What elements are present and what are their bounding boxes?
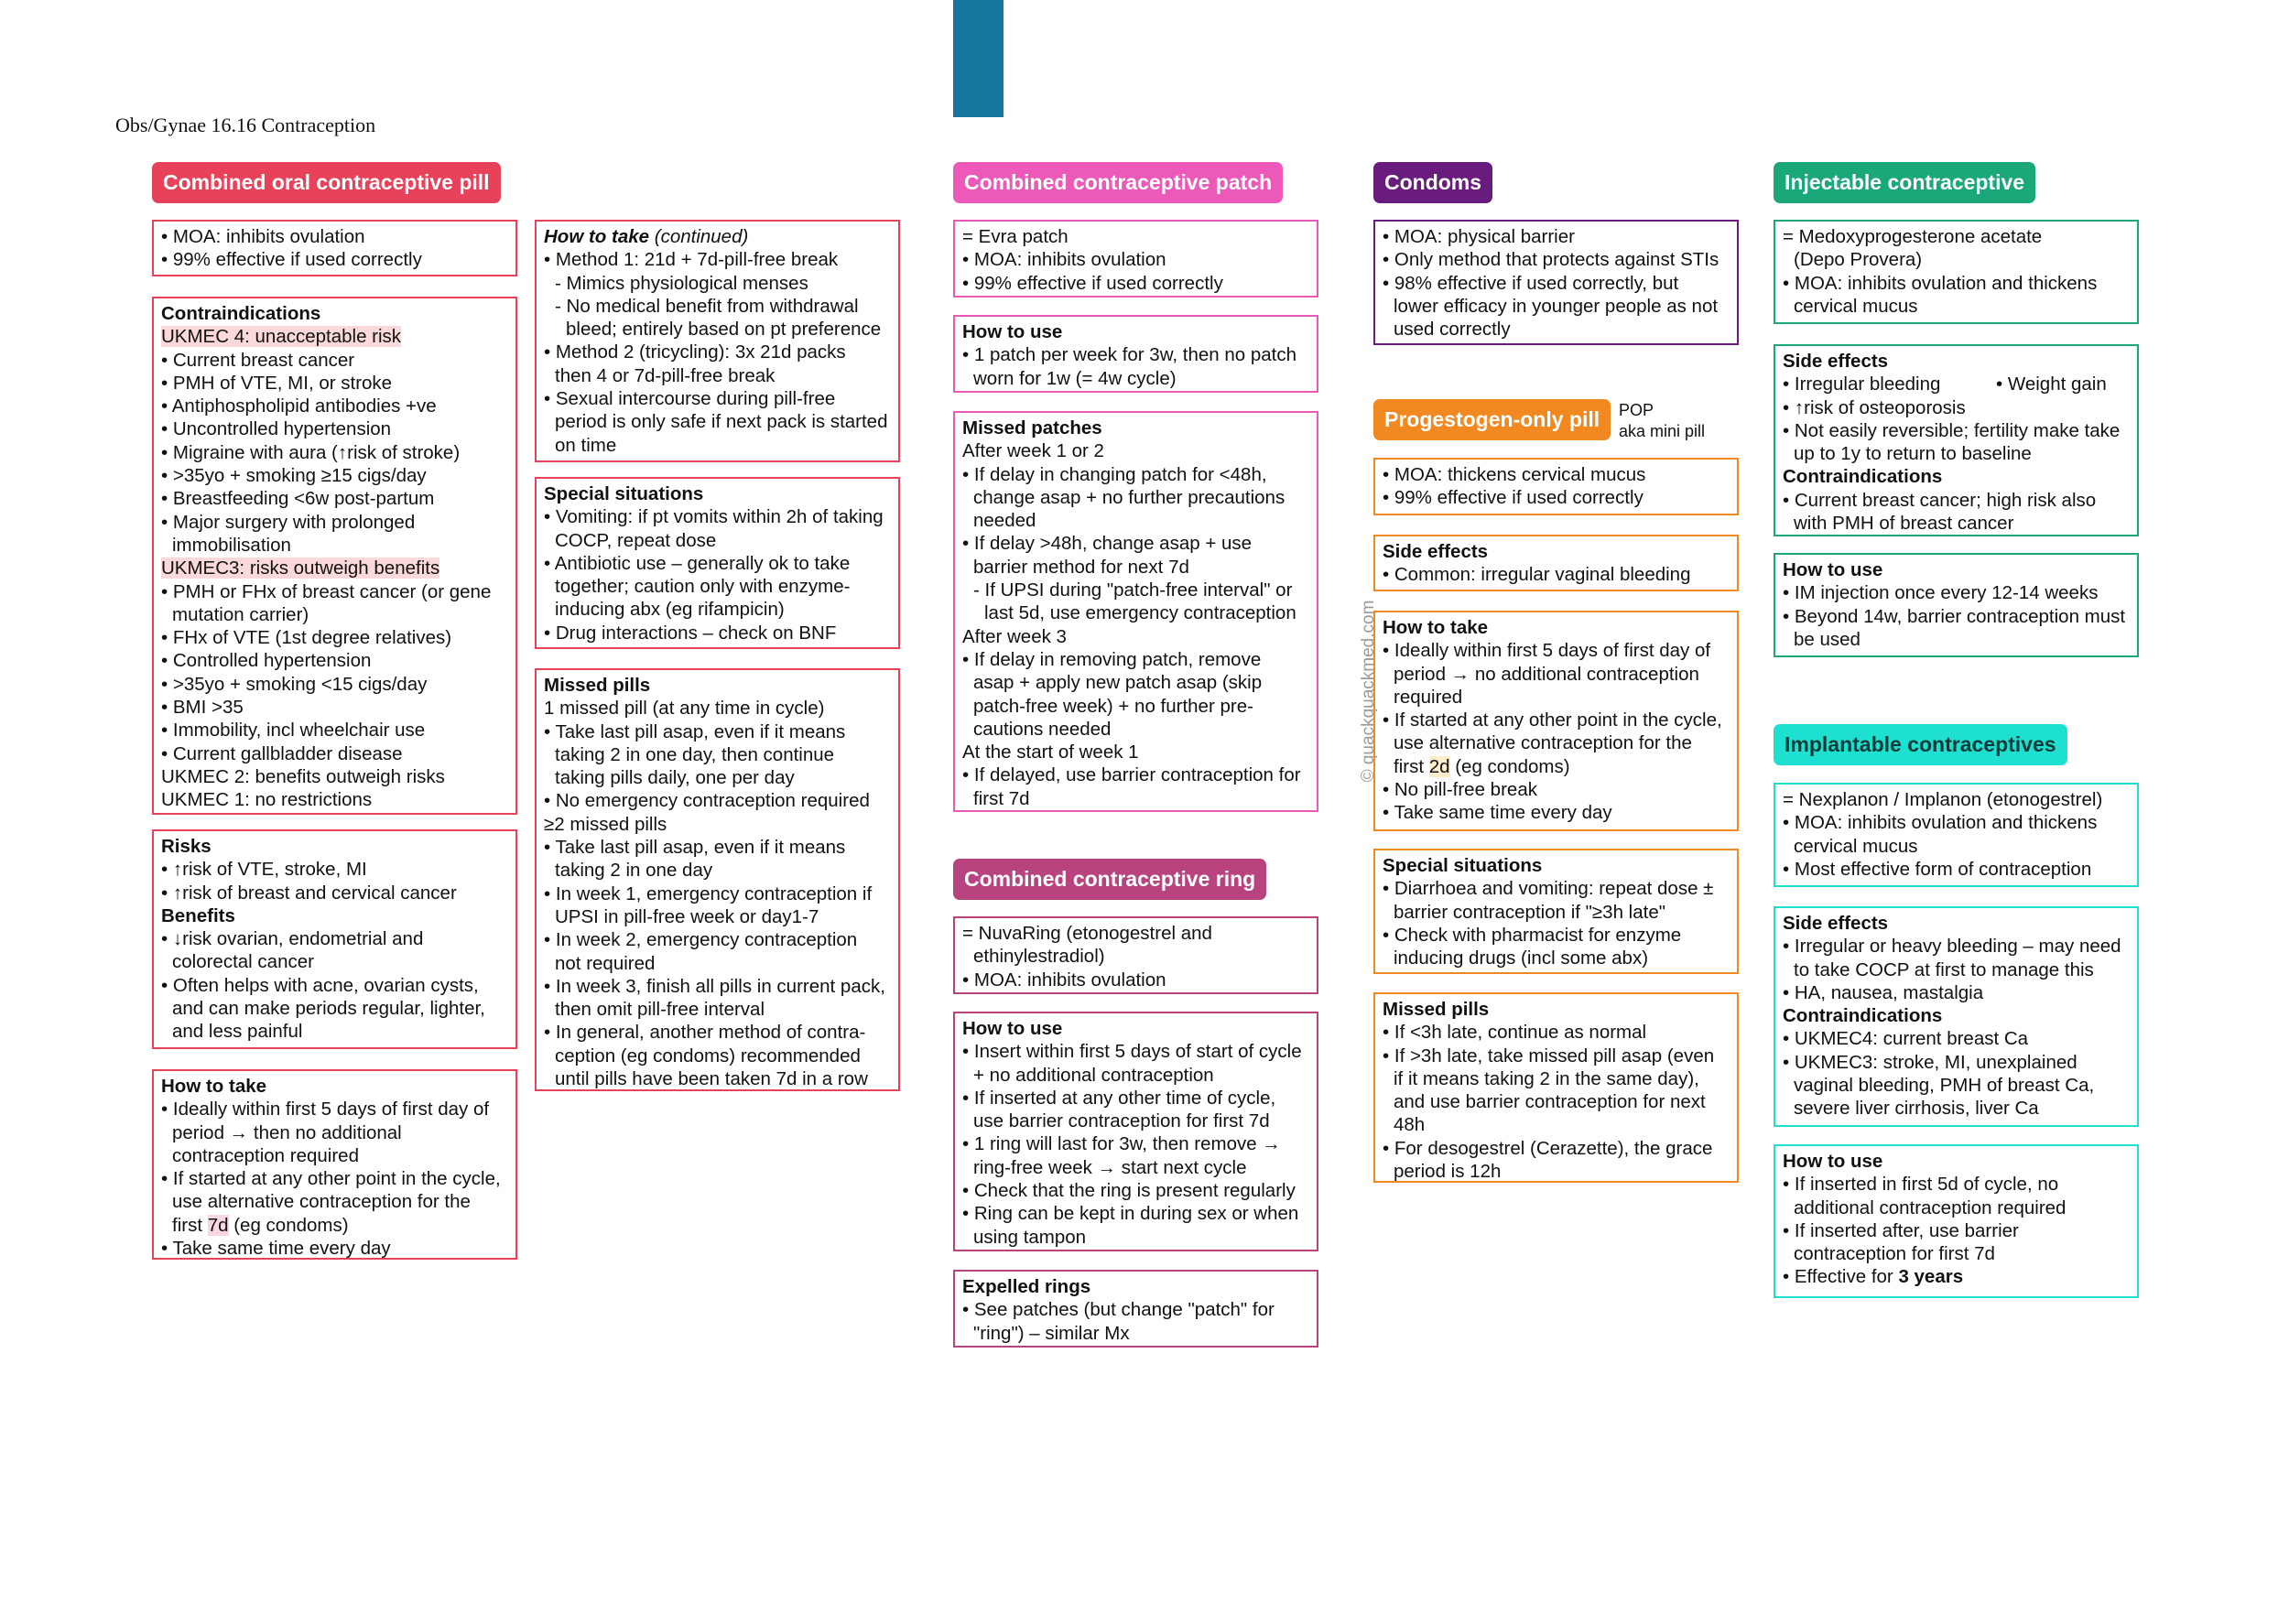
implant-ci-heading: Contraindications bbox=[1783, 1005, 1943, 1027]
condoms-line: • 98% effective if used correctly, but bbox=[1383, 272, 1679, 294]
pop-howto-line: • If started at any other point in the cycle, bbox=[1383, 709, 1722, 731]
injectable-how-to-use-card bbox=[1774, 553, 2139, 657]
injectable-howto-line: • Beyond 14w, barrier contraception must bbox=[1783, 605, 2126, 627]
howto2-line: bleed; entirely based on pt preference bbox=[566, 319, 882, 341]
coc-special-situations-card bbox=[535, 477, 900, 649]
pop-missed-line: and use barrier contraception for next bbox=[1394, 1091, 1706, 1113]
howto2-line: • Method 2 (tricycling): 3x 21d packs bbox=[544, 341, 846, 363]
howto-line: period → then no additional bbox=[172, 1121, 402, 1143]
pop-howto-line: • Ideally within first 5 days of first day of bbox=[1383, 640, 1711, 662]
ci-line: • >35yo + smoking <15 cigs/day bbox=[161, 673, 428, 695]
benefits-heading: Benefits bbox=[161, 904, 235, 926]
missed-line: not required bbox=[555, 952, 656, 974]
howto-line: • Take same time every day bbox=[161, 1238, 391, 1260]
patch-missed-line: cautions needed bbox=[973, 718, 1112, 740]
ci-line: • PMH of VTE, MI, or stroke bbox=[161, 372, 393, 394]
coc-heading: Combined oral contraceptive pill bbox=[152, 162, 501, 203]
patch-missed-line: barrier method for next 7d bbox=[973, 556, 1189, 578]
special-line: COCP, repeat dose bbox=[555, 529, 717, 551]
coc-missed-pills-card bbox=[535, 668, 900, 1091]
benefit-line: • ↓risk ovarian, endometrial and bbox=[161, 928, 424, 950]
patch-info-line: = Evra patch bbox=[962, 226, 1069, 247]
coc-how-to-take-continued-card bbox=[535, 220, 900, 462]
pop-special-heading: Special situations bbox=[1383, 855, 1543, 876]
missed-line: • In week 3, finish all pills in current pack, bbox=[544, 975, 885, 997]
pop-aka: aka mini pill bbox=[1619, 422, 1706, 440]
howto2-line: then 4 or 7d-pill-free break bbox=[555, 364, 776, 386]
ring-expelled-card bbox=[953, 1270, 1318, 1348]
special-line: • Vomiting: if pt vomits within 2h of taking bbox=[544, 506, 884, 528]
ci-line: mutation carrier) bbox=[172, 603, 309, 625]
implant-info-card bbox=[1774, 783, 2139, 887]
coc-moa-card bbox=[152, 220, 517, 276]
patch-missed-line: needed bbox=[973, 510, 1036, 532]
ci-line: • PMH or FHx of breast cancer (or gene bbox=[161, 580, 492, 602]
implant-info-line: • Most effective form of contraception bbox=[1783, 858, 2092, 880]
ci-line: immobilisation bbox=[172, 534, 291, 556]
benefit-line: colorectal cancer bbox=[172, 951, 314, 973]
coc-risks-benefits-card bbox=[152, 829, 517, 1049]
injectable-ci-line: • Current breast cancer; high risk also bbox=[1783, 489, 2097, 511]
missed-line: 1 missed pill (at any time in cycle) bbox=[544, 698, 825, 720]
pop-info-line: • 99% effective if used correctly bbox=[1383, 487, 1644, 509]
ci-line: • Breastfeeding <6w post-partum bbox=[161, 488, 435, 510]
ring-info-line: • MOA: inhibits ovulation bbox=[962, 969, 1166, 991]
pop-missed-pills-card bbox=[1373, 992, 1739, 1183]
ci-line: • Immobility, incl wheelchair use bbox=[161, 720, 426, 742]
injectable-howto-heading: How to use bbox=[1783, 559, 1883, 580]
ring-howto-line: using tampon bbox=[973, 1226, 1087, 1248]
highlight-days: 7d bbox=[207, 1214, 229, 1236]
ci-line: • >35yo + smoking ≥15 cigs/day bbox=[161, 465, 427, 487]
howto-line: contraception required bbox=[172, 1144, 359, 1166]
ci-line: • Uncontrolled hypertension bbox=[161, 418, 392, 440]
special-line: together; caution only with enzyme- bbox=[555, 576, 851, 598]
coc-efficacy-line: • 99% effective if used correctly bbox=[161, 249, 422, 271]
implant-side-line: • HA, nausea, mastalgia bbox=[1783, 981, 1984, 1003]
risk-line: • ↑risk of VTE, stroke, MI bbox=[161, 859, 367, 881]
missed-line: • Take last pill asap, even if it means bbox=[544, 720, 846, 742]
implant-howto-line: contraception for first 7d bbox=[1794, 1243, 1995, 1265]
howto-line: • If started at any other point in the cycle, bbox=[161, 1168, 501, 1190]
injectable-heading: Injectable contraceptive bbox=[1774, 162, 2035, 203]
patch-missed-line: After week 1 or 2 bbox=[962, 440, 1104, 462]
patch-info-card bbox=[953, 220, 1318, 298]
implant-side-effects-card bbox=[1774, 906, 2139, 1127]
pop-missed-line: if it means taking 2 in the same day), bbox=[1394, 1067, 1699, 1089]
howto2-line: • Sexual intercourse during pill-free bbox=[544, 388, 836, 410]
missed-line: taking 2 in one day bbox=[555, 860, 713, 882]
implant-info-line: = Nexplanon / Implanon (etonogestrel) bbox=[1783, 789, 2103, 810]
missed-line: UPSI in pill-free week or day1-7 bbox=[555, 905, 819, 927]
injectable-info-line: (Depo Provera) bbox=[1794, 249, 1923, 271]
section-tab-marker bbox=[953, 0, 1003, 117]
pop-how-to-take-card bbox=[1373, 611, 1739, 831]
implant-duration: 3 years bbox=[1898, 1266, 1964, 1288]
pop-howto-text: (eg condoms) bbox=[1449, 755, 1570, 777]
patch-missed-card bbox=[953, 411, 1318, 812]
ring-howto-line: • If inserted at any other time of cycle, bbox=[962, 1087, 1276, 1109]
implant-heading: Implantable contraceptives bbox=[1774, 724, 2067, 765]
pop-special-situations-card bbox=[1373, 849, 1739, 974]
ci-line: • Current gallbladder disease bbox=[161, 742, 403, 764]
injectable-side-heading: Side effects bbox=[1783, 351, 1889, 372]
pop-info-line: • MOA: thickens cervical mucus bbox=[1383, 464, 1646, 485]
missed-line: • Take last pill asap, even if it means bbox=[544, 837, 846, 859]
missed-line: • In week 1, emergency contraception if bbox=[544, 882, 873, 904]
implant-info-line: • MOA: inhibits ovulation and thickens bbox=[1783, 812, 2098, 834]
ring-info-card bbox=[953, 916, 1318, 994]
pop-howto-line: period → no additional contraception bbox=[1394, 663, 1699, 685]
ring-howto-line: use barrier contraception for first 7d bbox=[973, 1110, 1270, 1132]
patch-missed-line: change asap + no further precautions bbox=[973, 486, 1286, 508]
missed-line: then omit pill-free interval bbox=[555, 999, 765, 1021]
pop-special-line: barrier contraception if "≥3h late" bbox=[1394, 901, 1666, 923]
implant-howto-line: • If inserted after, use barrier bbox=[1783, 1219, 2019, 1241]
injectable-side-line: • Irregular bleeding bbox=[1783, 374, 1941, 395]
coc-how-to-take-card bbox=[152, 1069, 517, 1260]
expelled-line: • See patches (but change "patch" for bbox=[962, 1299, 1275, 1321]
condoms-heading: Condoms bbox=[1373, 162, 1492, 203]
injectable-howto-line: • IM injection once every 12-14 weeks bbox=[1783, 582, 2099, 604]
missed-line: • In week 2, emergency contraception bbox=[544, 929, 858, 951]
ci-line: • FHx of VTE (1st degree relatives) bbox=[161, 627, 452, 649]
condoms-line: • Only method that protects against STIs bbox=[1383, 249, 1719, 271]
injectable-info-line: = Medoxyprogesterone acetate bbox=[1783, 226, 2043, 247]
missed-line: ≥2 missed pills bbox=[544, 813, 667, 835]
patch-howto-line: worn for 1w (= 4w cycle) bbox=[973, 367, 1177, 389]
pop-howto-text: first bbox=[1394, 755, 1429, 777]
condoms-line: lower efficacy in younger people as not bbox=[1394, 295, 1719, 317]
howto-text: first bbox=[172, 1214, 208, 1236]
implant-howto-text: • Effective for bbox=[1783, 1266, 1899, 1288]
special-line: inducing abx (eg rifampicin) bbox=[555, 599, 785, 621]
ring-howto-line: • Insert within first 5 days of start of cycle bbox=[962, 1041, 1302, 1063]
howto2-line: - Mimics physiological menses bbox=[555, 272, 808, 294]
injectable-info-line: cervical mucus bbox=[1794, 295, 1918, 317]
missed-line: • No emergency contraception required bbox=[544, 790, 870, 812]
missed-pills-heading: Missed pills bbox=[544, 675, 651, 696]
patch-missed-line: • If delayed, use barrier contraception for bbox=[962, 764, 1301, 786]
patch-how-to-use-card bbox=[953, 315, 1318, 393]
missed-line: taking 2 in one day, then continue bbox=[555, 743, 835, 765]
condoms-info-card bbox=[1373, 220, 1739, 345]
special-line: • Antibiotic use – generally ok to take bbox=[544, 552, 851, 574]
watermark: © quackquackmed.com bbox=[1359, 600, 1378, 783]
patch-missed-line: • If delay in removing patch, remove bbox=[962, 648, 1262, 670]
patch-missed-line: last 5d, use emergency contraception bbox=[984, 602, 1296, 624]
ukmec1-label: UKMEC 1: no restrictions bbox=[161, 789, 373, 811]
benefit-line: and can make periods regular, lighter, bbox=[172, 998, 485, 1020]
page-title: Obs/Gynae 16.16 Contraception bbox=[115, 114, 376, 136]
injectable-side-line: • Not easily reversible; fertility make take bbox=[1783, 419, 2121, 441]
risk-line: • ↑risk of breast and cervical cancer bbox=[161, 882, 457, 904]
missed-line: • In general, another method of contra- bbox=[544, 1022, 866, 1044]
injectable-howto-line: be used bbox=[1794, 628, 1860, 650]
ring-howto-line: ring-free week → start next cycle bbox=[973, 1156, 1247, 1178]
implant-ci-line: vaginal bleeding, PMH of breast Ca, bbox=[1794, 1075, 2095, 1097]
pop-howto-line: • Take same time every day bbox=[1383, 802, 1612, 824]
patch-missed-line: • If delay >48h, change asap + use bbox=[962, 533, 1253, 555]
expelled-line: "ring") – similar Mx bbox=[973, 1322, 1130, 1344]
pop-howto-heading: How to take bbox=[1383, 617, 1489, 638]
injectable-side-line: up to 1y to return to baseline bbox=[1794, 443, 2032, 465]
injectable-side-line: • Weight gain bbox=[1996, 374, 2107, 395]
pop-howto-line: • No pill-free break bbox=[1383, 779, 1537, 801]
risks-heading: Risks bbox=[161, 836, 212, 857]
pop-missed-line: • If >3h late, take missed pill asap (even bbox=[1383, 1045, 1715, 1066]
implant-side-heading: Side effects bbox=[1783, 913, 1889, 934]
injectable-ci-heading: Contraindications bbox=[1783, 466, 1943, 488]
howto2-line: period is only safe if next pack is started bbox=[555, 411, 888, 433]
pop-abbreviation: POP bbox=[1619, 401, 1654, 419]
ring-howto-line: + no additional contraception bbox=[973, 1064, 1214, 1086]
injectable-info-card bbox=[1774, 220, 2139, 324]
patch-info-line: • MOA: inhibits ovulation bbox=[962, 249, 1166, 271]
patch-missed-line: patch-free week) + no further pre- bbox=[973, 695, 1253, 717]
howto2-heading-suffix: (continued) bbox=[649, 226, 749, 247]
implant-ci-line: severe liver cirrhosis, liver Ca bbox=[1794, 1098, 2039, 1120]
pop-special-line: • Check with pharmacist for enzyme bbox=[1383, 924, 1682, 946]
ring-howto-heading: How to use bbox=[962, 1018, 1063, 1039]
patch-howto-line: • 1 patch per week for 3w, then no patch bbox=[962, 344, 1297, 366]
pop-side-heading: Side effects bbox=[1383, 541, 1489, 562]
ci-line: • Migraine with aura (↑risk of stroke) bbox=[161, 441, 461, 463]
ring-howto-line: • Check that the ring is present regularly bbox=[962, 1180, 1296, 1202]
ci-line: • Antiphospholipid antibodies +ve bbox=[161, 395, 437, 417]
howto2-heading: How to take bbox=[544, 226, 650, 247]
pop-howto-line: required bbox=[1394, 686, 1463, 708]
howto-line: • Ideally within first 5 days of first day of bbox=[161, 1099, 490, 1121]
injectable-side-line: • ↑risk of osteoporosis bbox=[1783, 396, 1966, 418]
implant-ci-line: • UKMEC3: stroke, MI, unexplained bbox=[1783, 1051, 2077, 1073]
ci-line: • Major surgery with prolonged bbox=[161, 511, 416, 533]
benefit-line: • Often helps with acne, ovarian cysts, bbox=[161, 974, 479, 996]
pop-info-card bbox=[1373, 458, 1739, 515]
ukmec3-label: UKMEC3: risks outweigh benefits bbox=[161, 558, 440, 579]
patch-heading: Combined contraceptive patch bbox=[953, 162, 1283, 203]
howto2-line: on time bbox=[555, 434, 617, 456]
special-line: • Drug interactions – check on BNF bbox=[544, 622, 837, 644]
coc-moa-line: • MOA: inhibits ovulation bbox=[161, 226, 365, 247]
implant-how-to-use-card bbox=[1774, 1144, 2139, 1298]
injectable-side-effects-card bbox=[1774, 344, 2139, 536]
pop-side-effects-card bbox=[1373, 535, 1739, 591]
implant-howto-heading: How to use bbox=[1783, 1151, 1883, 1172]
implant-howto-line: additional contraception required bbox=[1794, 1196, 2067, 1218]
pop-heading: Progestogen-only pill bbox=[1373, 399, 1611, 440]
patch-missed-line: At the start of week 1 bbox=[962, 742, 1139, 763]
ukmec4-label: UKMEC 4: unacceptable risk bbox=[161, 326, 402, 348]
injectable-ci-line: with PMH of breast cancer bbox=[1794, 513, 2014, 535]
patch-info-line: • 99% effective if used correctly bbox=[962, 272, 1223, 294]
pop-howto-line: use alternative contraception for the bbox=[1394, 732, 1692, 754]
missed-patches-heading: Missed patches bbox=[962, 417, 1102, 438]
implant-side-line: • Irregular or heavy bleeding – may need bbox=[1783, 936, 2121, 958]
pop-special-line: • Diarrhoea and vomiting: repeat dose ± bbox=[1383, 878, 1714, 900]
benefit-line: and less painful bbox=[172, 1021, 303, 1043]
ring-info-line: ethinylestradiol) bbox=[973, 946, 1105, 968]
missed-line: ception (eg condoms) recommended bbox=[555, 1045, 861, 1066]
ring-how-to-use-card bbox=[953, 1012, 1318, 1251]
patch-missed-line: first 7d bbox=[973, 787, 1030, 809]
ci-line: • Current breast cancer bbox=[161, 349, 355, 371]
patch-missed-line: asap + apply new patch asap (skip bbox=[973, 672, 1263, 694]
missed-line: until pills have been taken 7d in a row bbox=[555, 1068, 868, 1090]
ci-line: • Controlled hypertension bbox=[161, 650, 372, 672]
coc-ci-heading: Contraindications bbox=[161, 303, 321, 324]
pop-side-line: • Common: irregular vaginal bleeding bbox=[1383, 564, 1691, 586]
ci-line: • BMI >35 bbox=[161, 697, 244, 719]
howto-line: use alternative contraception for the bbox=[172, 1191, 471, 1213]
how-to-take-heading: How to take bbox=[161, 1076, 267, 1097]
ring-howto-line: • 1 ring will last for 3w, then remove → bbox=[962, 1133, 1281, 1155]
implant-info-line: cervical mucus bbox=[1794, 835, 1918, 857]
howto2-line: - No medical benefit from withdrawal bbox=[555, 295, 859, 317]
patch-howto-heading: How to use bbox=[962, 321, 1063, 342]
ring-howto-line: • Ring can be kept in during sex or when bbox=[962, 1203, 1299, 1225]
special-heading: Special situations bbox=[544, 483, 704, 504]
patch-missed-line: - If UPSI during "patch-free interval" or bbox=[973, 579, 1293, 601]
patch-missed-line: • If delay in changing patch for <48h, bbox=[962, 463, 1267, 485]
ring-heading: Combined contraceptive ring bbox=[953, 859, 1266, 900]
condoms-line: used correctly bbox=[1394, 319, 1511, 341]
implant-howto-line: • If inserted in first 5d of cycle, no bbox=[1783, 1174, 2059, 1196]
injectable-info-line: • MOA: inhibits ovulation and thickens bbox=[1783, 272, 2098, 294]
patch-missed-line: After week 3 bbox=[962, 625, 1067, 647]
pop-missed-line: • If <3h late, continue as normal bbox=[1383, 1022, 1647, 1044]
pop-missed-heading: Missed pills bbox=[1383, 999, 1490, 1020]
implant-side-line: to take COCP at first to manage this bbox=[1794, 958, 2094, 980]
condoms-line: • MOA: physical barrier bbox=[1383, 226, 1575, 247]
missed-line: taking pills daily, one per day bbox=[555, 767, 795, 789]
howto-text: (eg condoms) bbox=[228, 1214, 349, 1236]
ukmec2-label: UKMEC 2: benefits outweigh risks bbox=[161, 765, 445, 787]
ring-info-line: = NuvaRing (etonogestrel and bbox=[962, 923, 1212, 944]
implant-ci-line: • UKMEC4: current breast Ca bbox=[1783, 1028, 2029, 1050]
expelled-heading: Expelled rings bbox=[962, 1276, 1091, 1297]
highlight-days: 2d bbox=[1428, 755, 1450, 777]
howto2-line: • Method 1: 21d + 7d-pill-free break bbox=[544, 249, 839, 271]
pop-special-line: inducing drugs (incl some abx) bbox=[1394, 947, 1649, 969]
pop-missed-line: • For desogestrel (Cerazette), the grace bbox=[1383, 1137, 1713, 1159]
coc-contraindications-card bbox=[152, 297, 517, 815]
pop-missed-line: period is 12h bbox=[1394, 1161, 1502, 1183]
pop-missed-line: 48h bbox=[1394, 1114, 1426, 1136]
